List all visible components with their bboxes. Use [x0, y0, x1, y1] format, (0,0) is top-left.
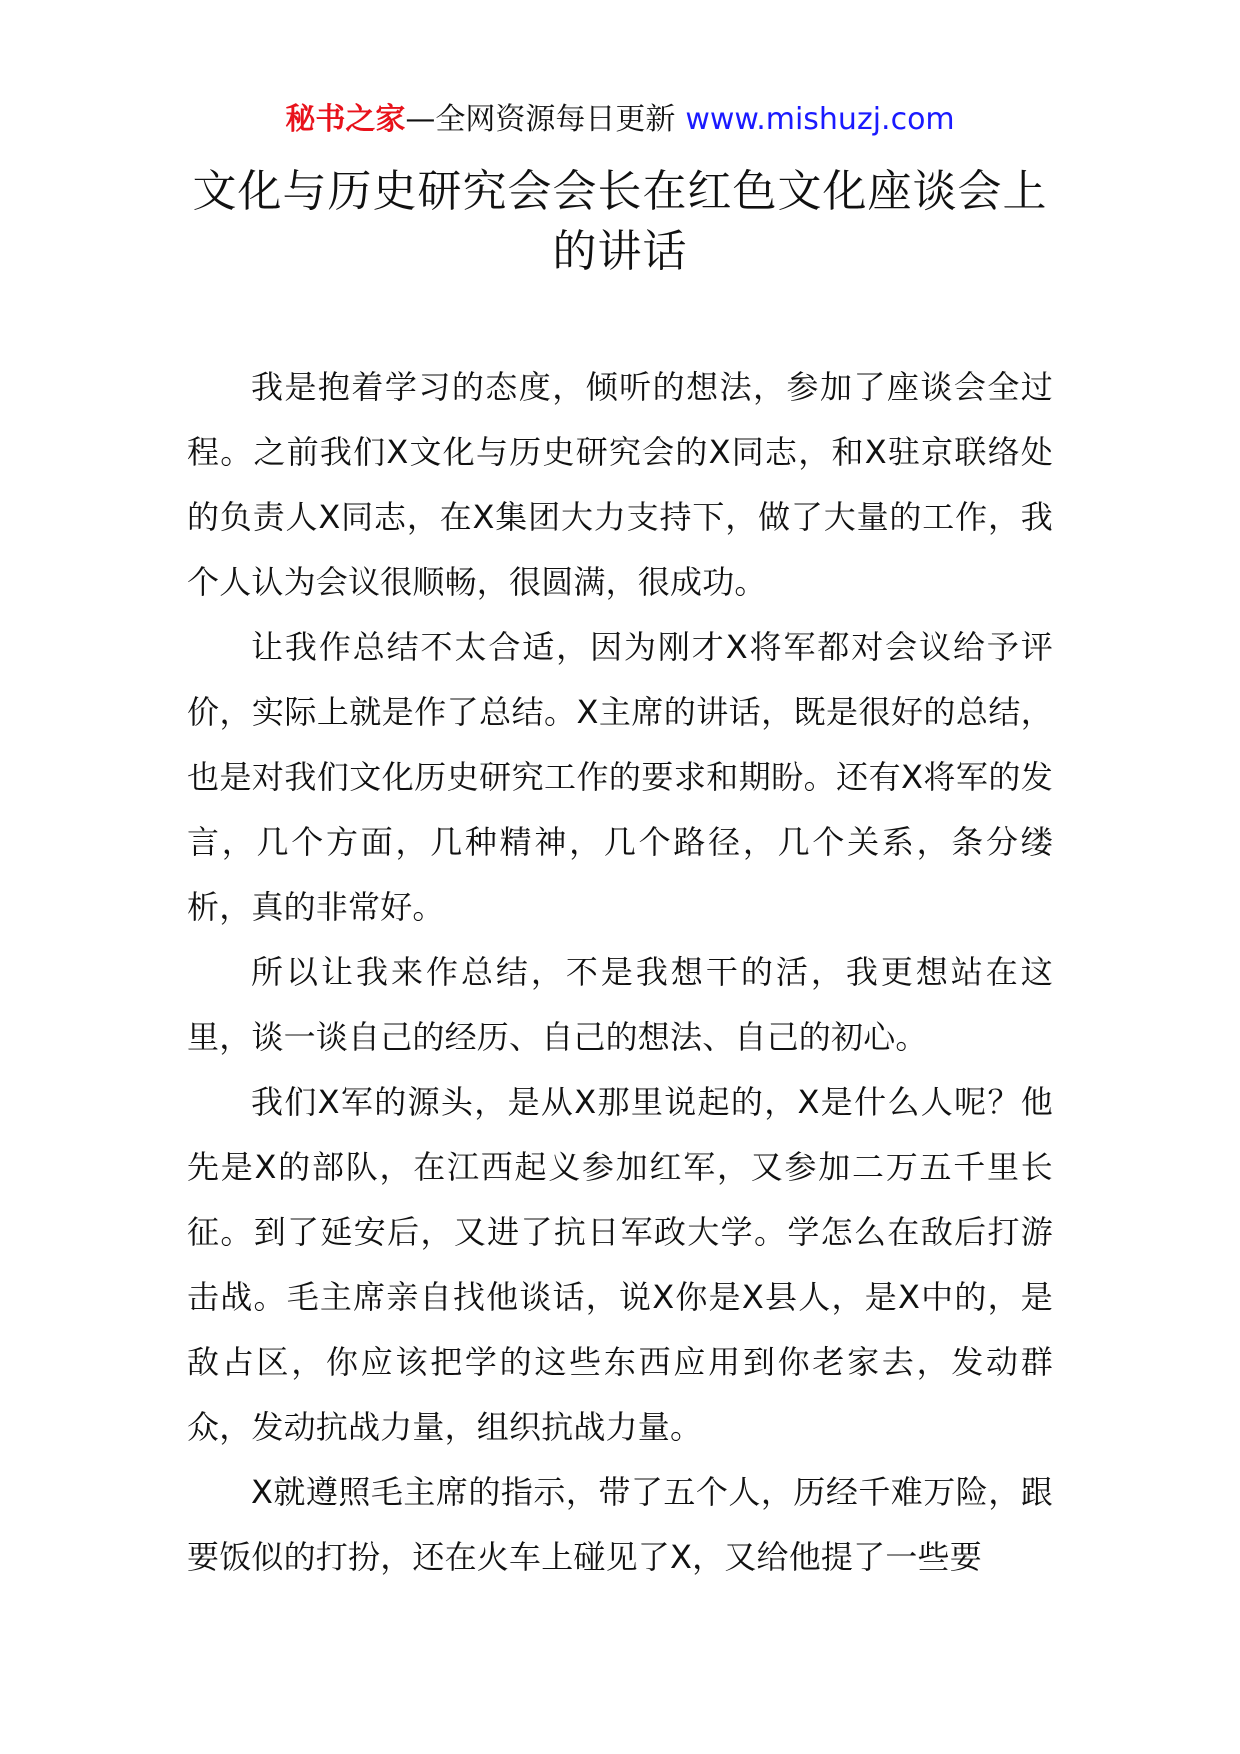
document-body	[187, 355, 1053, 1590]
paragraph: 我们X军的源头，是从X那里说起的，X是什么人呢？他先是X的部队，在江西起义参加红军，又参加二万五千里长征。到了延安后，又进了抗日军政大学。学怎么在敌后打游击战。毛主席亲自找他谈话，说X你是X县人，是X中的，是敌占区，你应该把学的这些东西应用到你老家去，发动群众，发动抗战力量，组织抗战力量。	[187, 1083, 1053, 1446]
paragraph: 我是抱着学习的态度，倾听的想法，参加了座谈会全过程。之前我们X文化与历史研究会的X同志，和X驻京联络处的负责人X同志，在X集团大力支持下，做了大量的工作，我个人认为会议很顺畅，很圆满，很成功。	[187, 368, 1053, 601]
paragraph: X就遵照毛主席的指示，带了五个人，历经千难万险，跟要饭似的打扮，还在火车上碰见了X，又给他提了一些要	[187, 1473, 1053, 1576]
paragraph: 所以让我来作总结，不是我想干的活，我更想站在这里，谈一谈自己的经历、自己的想法、自己的初心。	[187, 953, 1053, 1056]
brand-name: 秘书之家	[285, 102, 406, 137]
paragraph: 让我作总结不太合适，因为刚才X将军都对会议给予评价，实际上就是作了总结。X主席的讲话，既是很好的总结，也是对我们文化历史研究工作的要求和期盼。还有X将军的发言，几个方面，几种精神，几个路径，几个关系，条分缕析，真的非常好。	[187, 628, 1053, 926]
site-url-link[interactable]: www.mishuzj.com	[685, 102, 955, 137]
site-banner	[0, 100, 1240, 140]
document-title: 文化与历史研究会会长在红色文化座谈会上的讲话	[192, 166, 1048, 277]
banner-tagline: —全网资源每日更新	[405, 102, 676, 137]
